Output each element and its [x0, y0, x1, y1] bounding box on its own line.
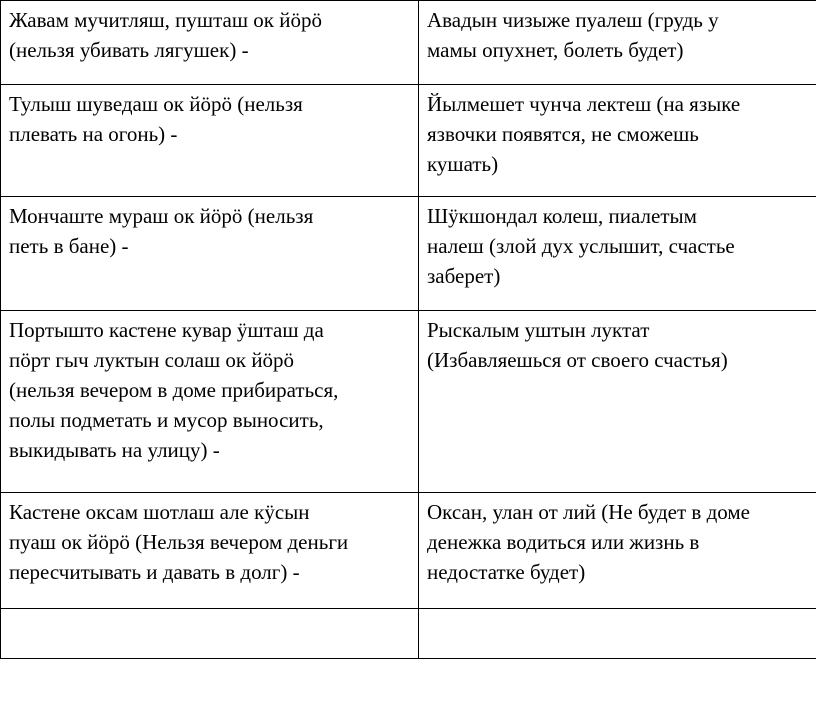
cell-line: плевать на огонь) - — [9, 122, 178, 146]
cell-line: петь в бане) - — [9, 234, 129, 258]
prohibition-cell — [1, 1, 419, 85]
cell-line: Кастене оксам шотлаш але кӱсын — [9, 500, 310, 524]
table-row — [1, 85, 816, 197]
prohibition-cell — [1, 85, 419, 197]
cell-line: пересчитывать и давать в долг) - — [9, 560, 300, 584]
cell-line: язвочки появятся, не сможешь — [427, 122, 699, 146]
cell-line: выкидывать на улицу) - — [9, 438, 220, 462]
cell-line: пӧрт гыч луктын солаш ок йӧрӧ — [9, 348, 295, 372]
prohibition-cell — [1, 197, 419, 311]
cell-line: мамы опухнет, болеть будет) — [427, 38, 684, 62]
table-row — [1, 197, 816, 311]
cell-line: заберет) — [427, 264, 501, 288]
cell-line: денежка водиться или жизнь в — [427, 530, 700, 554]
consequence-cell — [419, 85, 816, 197]
cell-line: недостатке будет) — [427, 560, 586, 584]
cell-line: Рыскалым уштын луктат — [427, 318, 650, 342]
cell-line: Йылмешет чунча лектеш (на языке — [427, 92, 741, 116]
cell-line: Шӱкшондал колеш, пиалетым — [427, 204, 697, 228]
cell-line: Жавам мучитляш, пушташ ок йӧрӧ — [9, 8, 322, 32]
cell-line: налеш (злой дух услышит, счастье — [427, 234, 735, 258]
table-row — [1, 1, 816, 85]
consequence-cell — [419, 311, 816, 493]
cell-line: (Избавляешься от своего счастья) — [427, 348, 728, 372]
cell-line: Портышто кастене кувар ӱшташ да — [9, 318, 324, 342]
prohibition-cell — [1, 311, 419, 493]
prohibition-cell — [1, 493, 419, 609]
table-row — [1, 493, 816, 609]
cell-line: полы подметать и мусор выносить, — [9, 408, 324, 432]
consequence-cell — [419, 197, 816, 311]
cell-line: Авадын чизыже пуалеш (грудь у — [427, 8, 719, 32]
cell-line: Оксан, улан от лий (Не будет в доме — [427, 500, 750, 524]
empty-cell — [1, 609, 419, 659]
consequence-cell — [419, 493, 816, 609]
cell-line: (нельзя вечером в доме прибираться, — [9, 378, 339, 402]
empty-cell — [419, 609, 816, 659]
table-row — [1, 609, 816, 659]
cell-line: Мончаште мураш ок йӧрӧ (нельзя — [9, 204, 314, 228]
cell-line: кушать) — [427, 152, 499, 176]
cell-line: (нельзя убивать лягушек) - — [9, 38, 249, 62]
table-row — [1, 311, 816, 493]
cell-line: пуаш ок йӧрӧ (Нельзя вечером деньги — [9, 530, 349, 554]
cell-line: Тулыш шуведаш ок йӧрӧ (нельзя — [9, 92, 303, 116]
consequence-cell — [419, 1, 816, 85]
